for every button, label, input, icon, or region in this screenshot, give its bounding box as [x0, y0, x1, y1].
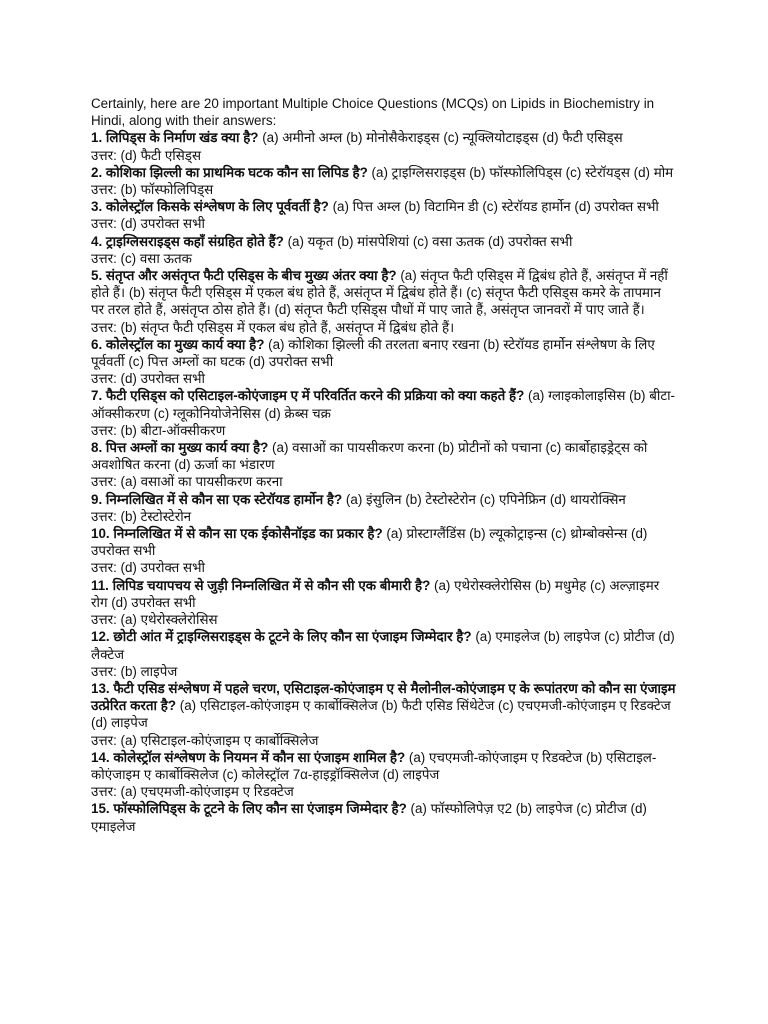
document-page: [91, 95, 676, 835]
question-text: [91, 233, 676, 250]
question-block: [91, 198, 676, 232]
question-text: [91, 198, 676, 215]
question-block: [91, 267, 676, 336]
question-text: [91, 749, 676, 783]
question-text: [91, 628, 676, 662]
question-block: [91, 336, 676, 388]
answer-text: उत्तर: (a) एसिटाइल-कोएंजाइम ए कार्बोक्सिलेज: [91, 732, 319, 748]
question-title: निम्नलिखित में से कौन सा एक स्टेरॉयड हार्मोन है?: [105, 491, 343, 507]
question-number: 1.: [91, 130, 103, 146]
question-number: 4.: [91, 233, 103, 249]
question-block: [91, 439, 676, 491]
question-stem: [91, 526, 383, 541]
answer-text: उत्तर: (d) फैटी एसिड्स: [91, 147, 201, 163]
question-text: [91, 800, 676, 834]
question-block: [91, 577, 676, 629]
question-stem: [91, 388, 524, 403]
question-text: [91, 387, 676, 421]
answer-text: उत्तर: (c) वसा ऊतक: [91, 250, 192, 266]
answer-text: उत्तर: (d) उपरोक्त सभी: [91, 560, 205, 576]
question-stem: [91, 492, 342, 507]
question-number: 2.: [91, 164, 103, 180]
question-number: 11.: [91, 577, 109, 593]
question-stem: [91, 268, 397, 283]
question-stem: [91, 750, 405, 765]
question-text: [91, 439, 676, 473]
question-stem: [91, 801, 407, 816]
question-title: कोलेस्ट्रॉल संश्लेषण के नियमन में कौन सा एंजाइम शामिल है?: [113, 749, 406, 765]
answer-text: उत्तर: (b) टेस्टोस्टेरोन: [91, 508, 192, 524]
question-options: (a) ग्लाइकोलाइसिस (b) बीटा-ऑक्सीकरण (c) ग्लूकोनियोजेनेसिस (d) क्रेब्स चक्र: [91, 388, 675, 421]
question-title: कोशिका झिल्ली का प्राथमिक घटक कौन सा लिपिड है?: [105, 164, 368, 180]
question-title: निम्नलिखित में से कौन सा एक ईकोसैनॉइड का प्रकार है?: [113, 526, 383, 542]
answer-text: उत्तर: (d) उपरोक्त सभी: [91, 371, 205, 387]
question-text: [91, 336, 676, 370]
question-title: लिपिड चयापचय से जुड़ी निम्नलिखित में से कौन सी एक बीमारी है?: [112, 577, 431, 593]
question-text: [91, 525, 676, 559]
question-block: [91, 164, 676, 198]
question-number: 15.: [91, 801, 110, 817]
answer-text: उत्तर: (a) एथेरोस्क्लेरोसिस: [91, 612, 218, 628]
question-block: [91, 800, 676, 834]
question-options: (a) यकृत (b) मांसपेशियां (c) वसा ऊतक (d) उपरोक्त सभी: [283, 233, 573, 249]
question-options: (a) फॉस्फोलिपेज़ ए2 (b) लाइपेज (c) प्रोटीज (d) एमाइलेज: [91, 801, 647, 834]
question-options: (a) एचएमजी-कोएंजाइम ए रिडक्टेज (b) एसिटाइल-कोएंजाइम ए कार्बोक्सिलेज (c) कोलेस्ट्रॉल 7α-हाइड्रॉक्सिलेज (d) लाइपेज: [91, 749, 657, 782]
answer-text: उत्तर: (b) फॉस्फोलिपिड्स: [91, 182, 214, 198]
question-options: (a) संतृप्त फैटी एसिड्स में द्विबंध होते हैं, असंतृप्त में नहीं होते हैं। (b) संतृप्त फैटी एसिड्स में एकल बंध होते हैं, असंतृप्त में द्विबंध होते हैं। (c) संतृप्त फैटी एसिड्स कमरे के तापमान पर तरल होते हैं, असंतृप्त ठोस होते हैं। (d) संतृप्त फैटी एसिड्स पौधों में पाए जाते हैं, असंतृप्त जानवरों में पाए जाते हैं।: [91, 268, 668, 318]
question-text: [91, 164, 676, 181]
answer-text: उत्तर: (a) एचएमजी-कोएंजाइम ए रिडक्टेज: [91, 784, 294, 800]
question-number: 3.: [91, 199, 103, 215]
question-text: [91, 577, 676, 611]
question-block: [91, 525, 676, 577]
question-block: [91, 129, 676, 163]
question-stem: [91, 440, 268, 455]
question-block: [91, 749, 676, 801]
question-title: फैटी एसिड्स को एसिटाइल-कोएंजाइम ए में परिवर्तित करने की प्रक्रिया को क्या कहते हैं?: [105, 388, 525, 404]
question-text: [91, 680, 676, 732]
question-block: [91, 680, 676, 749]
answer-text: उत्तर: (d) उपरोक्त सभी: [91, 216, 205, 232]
question-options: (a) पित्त अम्ल (b) विटामिन डी (c) स्टेरॉयड हार्मोन (d) उपरोक्त सभी: [328, 199, 659, 215]
intro-text: Certainly, here are 20 important Multiple Choice Questions (MCQs) on Lipids in Biochemistry in Hindi, along with their answers:: [91, 96, 655, 129]
question-options: (a) वसाओं का पायसीकरण करना (b) प्रोटीनों को पचाना (c) कार्बोहाइड्रेट्स को अवशोषित करना (d) ऊर्जा का भंडारण: [91, 440, 648, 473]
question-title: फैटी एसिड संश्लेषण में पहले चरण, एसिटाइल-कोएंजाइम ए से मैलोनील-कोएंजाइम ए के रूपांतरण को कौन सा एंजाइम उत्प्रेरित करता है?: [91, 680, 676, 714]
question-stem: [91, 629, 472, 644]
question-options: (a) एथेरोस्क्लेरोसिस (b) मधुमेह (c) अल्ज़ाइमर रोग (d) उपरोक्त सभी: [91, 577, 660, 610]
question-stem: [91, 130, 259, 145]
question-text: [91, 491, 676, 508]
question-block: [91, 387, 676, 439]
question-number: 14.: [91, 749, 110, 765]
question-number: 9.: [91, 491, 103, 507]
question-title: कोलेस्ट्रॉल किसके संश्लेषण के लिए पूर्ववर्ती है?: [105, 199, 329, 215]
question-number: 10.: [91, 526, 110, 542]
question-number: 13.: [91, 680, 110, 696]
question-stem: [91, 337, 264, 352]
question-number: 12.: [91, 629, 110, 645]
answer-text: उत्तर: (b) लाइपेज: [91, 663, 178, 679]
question-options: (a) एमाइलेज (b) लाइपेज (c) प्रोटीज (d) लैक्टेज: [91, 629, 675, 662]
question-options: (a) प्रोस्टाग्लैंडिंस (b) ल्यूकोट्राइन्स (c) थ्रोम्बोक्सेन्स (d) उपरोक्त सभी: [91, 526, 648, 559]
question-number: 7.: [91, 388, 103, 404]
question-stem: [91, 234, 284, 249]
question-options: (a) एसिटाइल-कोएंजाइम ए कार्बोक्सिलेज (b) फैटी एसिड सिंथेटेज (c) एचएमजी-कोएंजाइम ए रिडक्टेज (d) लाइपेज: [91, 698, 671, 731]
question-block: [91, 628, 676, 680]
question-options: (a) अमीनो अम्ल (b) मोनोसैकेराइड्स (c) न्यूक्लियोटाइड्स (d) फैटी एसिड्स: [258, 130, 623, 146]
question-title: छोटी आंत में ट्राइग्लिसराइड्स के टूटने के लिए कौन सा एंजाइम जिम्मेदार है?: [113, 629, 472, 645]
question-options: (a) इंसुलिन (b) टेस्टोस्टेरोन (c) एपिनेफ्रिन (d) थायरोक्सिन: [342, 491, 626, 507]
question-text: [91, 129, 676, 146]
question-text: [91, 267, 676, 319]
question-title: ट्राइग्लिसराइड्स कहाँ संग्रहित होते हैं?: [105, 233, 284, 249]
question-title: फॉस्फोलिपिड्स के टूटने के लिए कौन सा एंजाइम जिम्मेदार है?: [113, 801, 407, 817]
question-number: 5.: [91, 268, 103, 284]
question-title: पित्त अम्लों का मुख्य कार्य क्या है?: [105, 440, 269, 456]
answer-text: उत्तर: (a) वसाओं का पायसीकरण करना: [91, 474, 283, 490]
question-options: (a) कोशिका झिल्ली की तरलता बनाए रखना (b) स्टेरॉयड हार्मोन संश्लेषण के लिए पूर्ववर्ती (c) पित्त अम्लों का घटक (d) उपरोक्त सभी: [91, 336, 655, 370]
answer-text: उत्तर: (b) संतृप्त फैटी एसिड्स में एकल बंध होते हैं, असंतृप्त में द्विबंध होते हैं।: [91, 319, 455, 335]
question-stem: [91, 165, 368, 180]
question-title: कोलेस्ट्रॉल का मुख्य कार्य क्या है?: [105, 336, 265, 352]
question-stem: [91, 199, 329, 214]
answer-text: उत्तर: (b) बीटा-ऑक्सीकरण: [91, 422, 226, 438]
question-number: 6.: [91, 336, 103, 352]
question-options: (a) ट्राइग्लिसराइड्स (b) फॉस्फोलिपिड्स (c) स्टेरॉयड्स (d) मोम: [367, 164, 674, 180]
question-stem: [91, 578, 430, 593]
question-list: [91, 129, 676, 834]
question-block: [91, 491, 676, 525]
question-title: संतृप्त और असंतृप्त फैटी एसिड्स के बीच मुख्य अंतर क्या है?: [105, 268, 397, 284]
question-title: लिपिड्स के निर्माण खंड क्या है?: [105, 130, 259, 146]
question-block: [91, 233, 676, 267]
question-number: 8.: [91, 440, 103, 456]
